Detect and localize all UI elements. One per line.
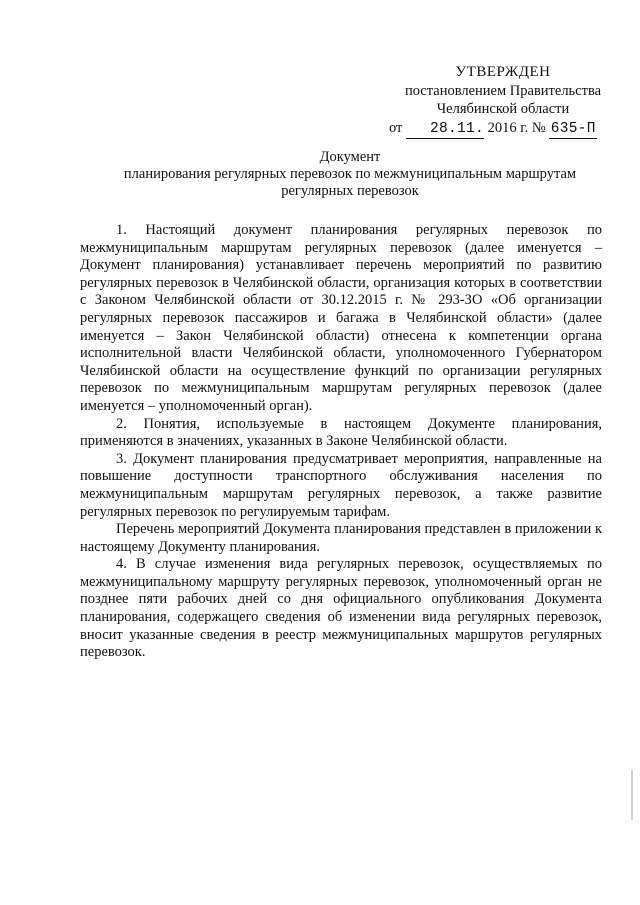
document-body — [80, 222, 602, 662]
year-text: 2016 г. № — [487, 119, 546, 136]
paragraph-1: 1. Настоящий документ планирования регулярных перевозок по межмуниципальным маршрутам регулярных перевозок (далее именуется – Документ планирования) устанавливает перечень мероприятий по развитию регулярных перевозок в Челябинской области, организация которых в соответствии с Законом Челябинской области от 30.12.2015 г. № 293-ЗО «Об организации регулярных перевозок пассажиров и багажа в Челябинской области» (далее именуется – Закон Челябинской области) отнесена к компетенции органа исполнительной власти Челябинской области, уполномоченного Губернатором Челябинской области на осуществление функций по организации регулярных перевозок по межмуниципальным маршрутам регулярных перевозок (далее именуется – уполномоченный орган). — [80, 222, 602, 414]
approval-stamp-block — [383, 63, 623, 139]
approval-date-line — [383, 119, 623, 140]
paragraph-2: 2. Понятия, используемые в настоящем Документе планирования, применяются в значениях, указанных в Законе Челябинской области. — [80, 415, 602, 450]
scan-edge-mark — [631, 770, 633, 820]
approval-line-1: постановлением Правительства — [404, 82, 602, 99]
approval-title: УТВЕРЖДЕН — [455, 64, 551, 80]
handwritten-date: 28.11. — [430, 120, 485, 137]
number-blank — [549, 119, 597, 140]
title-line-3: регулярных перевозок — [281, 183, 419, 199]
title-line-1: Документ — [319, 149, 381, 165]
title-line-2: планирования регулярных перевозок по межмуниципальным маршрутам — [123, 166, 577, 182]
date-blank — [406, 119, 484, 140]
paragraph-3-list-note: Перечень мероприятий Документа планирования представлен в приложении к настоящему Документу планирования. — [80, 521, 602, 555]
paragraph-4: 4. В случае изменения вида регулярных перевозок, осуществляемых по межмуниципальному маршруту регулярных перевозок, уполномоченный орган не позднее пяти рабочих дней со дня официального опубликования Документа планирования, содержащего сведения об изменении вида регулярных перевозок, вносит указанные сведения в реестр межмуниципальных маршрутов регулярных перевозок. — [80, 556, 602, 661]
document-title — [70, 149, 630, 200]
approval-line-2: Челябинской области — [436, 101, 570, 117]
date-prefix: от — [389, 119, 403, 136]
paragraph-3: 3. Документ планирования предусматривает мероприятия, направленные на повышение доступности транспортного обслуживания населения по межмуниципальным маршрутам регулярных перевозок, а также развитие регулярных перевозок по регулируемым тарифам. — [80, 450, 602, 520]
handwritten-number: 635-П — [550, 120, 596, 137]
